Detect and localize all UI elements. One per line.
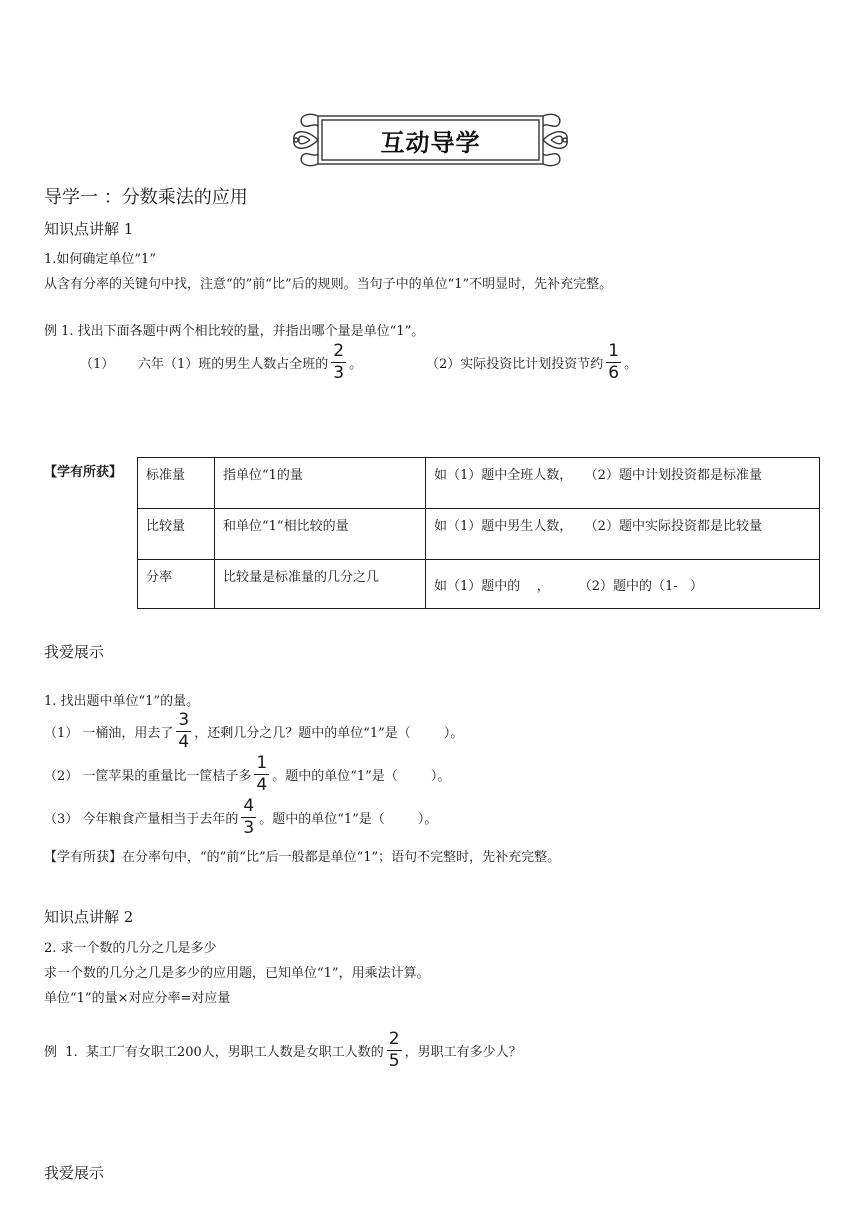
fraction-numerator: 3 — [178, 709, 190, 730]
kp1-title: 知识点讲解 1 — [44, 220, 134, 238]
fraction-denominator: 3 — [333, 362, 345, 383]
show2-title: 我爱展示 — [44, 1164, 105, 1182]
fraction-numerator: 4 — [243, 795, 255, 816]
show-summary: 【学有所获】在分率句中，“的”前“比”后一般都是单位“1”；语句不完整时，先补充完整。 — [44, 850, 561, 865]
fraction — [176, 709, 191, 752]
fraction-denominator: 6 — [608, 362, 620, 383]
fraction-denominator: 3 — [243, 817, 255, 838]
table-cell-term: 分率 — [138, 560, 215, 609]
table-cell-example: 如（1）题中男生人数， （2）题中实际投资都是比较量 — [426, 509, 820, 560]
kp2-formula: 单位“1”的量×对应分率=对应量 — [44, 991, 231, 1006]
exercise-item-post: 。题中的单位“1”是（ ）。 — [259, 811, 438, 827]
fraction — [331, 340, 346, 383]
section-banner — [288, 108, 573, 172]
example1-prompt: 例 1. 找出下面各题中两个相比较的量，并指出哪个量是单位“1”。 — [44, 324, 425, 339]
fraction-denominator: 4 — [256, 774, 268, 795]
fraction-denominator: 4 — [178, 731, 190, 752]
show-task: 1. 找出题中单位“1”的量。 — [44, 694, 200, 709]
table-row — [138, 458, 820, 509]
example2-post: ，男职工有多少人？ — [404, 1044, 522, 1060]
table-row — [138, 560, 820, 609]
summary-table — [137, 457, 820, 609]
fraction — [387, 1028, 402, 1071]
fraction-numerator: 1 — [608, 340, 620, 361]
fraction — [606, 340, 621, 383]
kp1-subtitle: 1.如何确定单位”1” — [44, 252, 156, 267]
table-cell-example: 如（1）题中全班人数， （2）题中计划投资都是标准量 — [426, 458, 820, 509]
exercise-item — [44, 797, 437, 837]
banner-title: 互动导学 — [380, 128, 481, 157]
table-cell-example: 如（1）题中的 ， （2）题中的（1- ） — [426, 560, 820, 609]
section-heading: 导学一 ：分数乘法的应用 — [44, 187, 248, 208]
exercise-item-post: 。题中的单位“1”是（ ）。 — [272, 768, 451, 784]
example1-q1-text: 六年（1）班的男生人数占全班的 — [138, 356, 329, 372]
example1-q2-text: （2）实际投资比计划投资节约 — [426, 356, 604, 372]
example2 — [44, 1030, 522, 1070]
example1-q2 — [426, 342, 637, 382]
exercise-item-pre: （3） 今年粮食产量相当于去年的 — [44, 811, 239, 827]
fraction-numerator: 2 — [333, 340, 345, 361]
fraction — [241, 795, 256, 838]
fraction-numerator: 2 — [388, 1028, 400, 1049]
example1-q2-end: 。 — [624, 356, 638, 372]
kp2-title: 知识点讲解 2 — [44, 908, 134, 926]
table-cell-term: 标准量 — [138, 458, 215, 509]
fraction-denominator: 5 — [388, 1050, 400, 1071]
exercise-item-pre: （1） 一桶油，用去了 — [44, 725, 174, 741]
table-cell-definition: 比较量是标准量的几分之几 — [215, 560, 426, 609]
show-title: 我爱展示 — [44, 643, 105, 661]
table-cell-definition: 和单位“1“相比较的量 — [215, 509, 426, 560]
gain-label: 【学有所获】 — [44, 465, 123, 480]
example1-q1-label: （1） — [80, 357, 115, 372]
exercise-item — [44, 754, 450, 794]
kp2-description: 求一个数的几分之几是多少的应用题，已知单位“1”，用乘法计算。 — [44, 966, 430, 981]
example2-pre: 例 1. 某工厂有女职工200人，男职工人数是女职工人数的 — [44, 1044, 384, 1060]
fraction — [254, 752, 269, 795]
kp1-description: 从含有分率的关键句中找，注意“的”前“比”后的规则。当句子中的单位“1”不明显时，先补充完整。 — [44, 277, 613, 292]
fraction-numerator: 1 — [256, 752, 268, 773]
table-row — [138, 509, 820, 560]
table-cell-term: 比较量 — [138, 509, 215, 560]
exercise-item — [44, 711, 463, 751]
exercise-item-pre: （2） 一筐苹果的重量比一筐桔子多 — [44, 768, 252, 784]
kp2-subtitle: 2. 求一个数的几分之几是多少 — [44, 941, 217, 956]
table-cell-definition: 指单位“1的量 — [215, 458, 426, 509]
example1-q1-end: 。 — [349, 356, 363, 372]
exercise-item-post: ，还剩几分之几？题中的单位“1”是（ ）。 — [194, 725, 464, 741]
example1-q1 — [138, 342, 362, 382]
